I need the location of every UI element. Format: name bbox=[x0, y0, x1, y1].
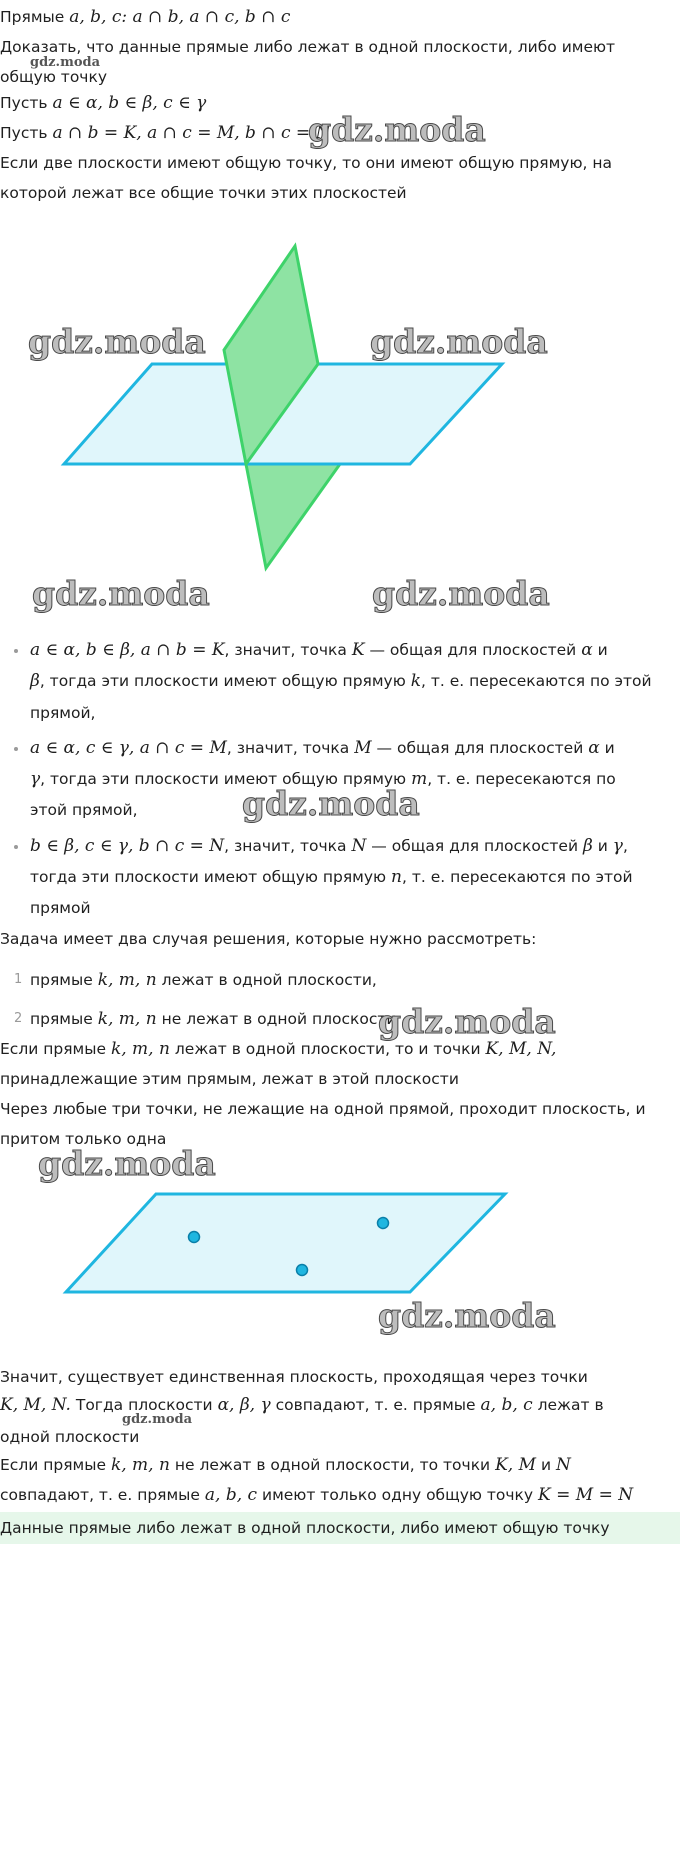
case1-line-2: принадлежащие этим прямым, лежат в этой плоскости bbox=[0, 1070, 459, 1088]
point bbox=[189, 1232, 200, 1243]
intersecting-planes-figure bbox=[0, 230, 680, 590]
case1-line-1: Если прямые k, m, n лежат в одной плоскости, то и точки K, M, N, bbox=[0, 1039, 557, 1059]
watermark: gdz.moda bbox=[122, 1412, 193, 1427]
prove-line-2: общую точку bbox=[0, 68, 107, 86]
watermark: gdz.moda bbox=[378, 1002, 556, 1041]
plane-with-points-figure bbox=[0, 1180, 680, 1310]
bullet-1-line-3: прямой, bbox=[30, 704, 96, 722]
point bbox=[297, 1265, 308, 1276]
cases-intro: Задача имеет два случая решения, которые нужно рассмотреть: bbox=[0, 930, 537, 948]
watermark: gdz.moda bbox=[242, 784, 420, 823]
bullet-dot bbox=[14, 649, 18, 653]
blue-plane bbox=[66, 1194, 505, 1292]
axiom-line-2: которой лежат все общие точки этих плоскостей bbox=[0, 184, 407, 202]
prove-line-1: Доказать, что данные прямые либо лежат в одной плоскости, либо имеют bbox=[0, 38, 616, 56]
watermark: gdz.moda bbox=[38, 1144, 216, 1183]
unique-line-3: одной плоскости bbox=[0, 1428, 140, 1446]
watermark: gdz.moda bbox=[308, 110, 486, 149]
watermark: gdz.moda bbox=[32, 574, 210, 613]
bullet-2-line-2: γ, тогда эти плоскости имеют общую прямую m, т. е. пересекаются по bbox=[30, 769, 616, 789]
watermark: gdz.moda bbox=[370, 322, 548, 361]
case-2: прямые k, m, n не лежат в одной плоскости bbox=[30, 1009, 397, 1029]
bullet-2-line-1: a ∈ α, c ∈ γ, a ∩ c = M, значит, точка M — общая для плоскостей α и bbox=[30, 738, 615, 758]
unique-line-2: K, M, N. Тогда плоскости α, β, γ совпадают, т. е. прямые a, b, c лежат в bbox=[0, 1395, 604, 1415]
case-number: 2 bbox=[14, 1011, 23, 1026]
bullet-1-line-1: a ∈ α, b ∈ β, a ∩ b = K, значит, точка K — общая для плоскостей α и bbox=[30, 640, 608, 660]
watermark: gdz.moda bbox=[30, 55, 101, 70]
bullet-3-line-2: тогда эти плоскости имеют общую прямую n, т. е. пересекаются по этой bbox=[30, 867, 633, 887]
bullet-1-line-2: β, тогда эти плоскости имеют общую прямую k, т. е. пересекаются по этой bbox=[30, 671, 652, 691]
point bbox=[378, 1218, 389, 1229]
case-number: 1 bbox=[14, 972, 23, 987]
green-plane-lower bbox=[246, 464, 340, 568]
bullet-dot bbox=[14, 845, 18, 849]
answer-text: Данные прямые либо лежат в одной плоскости, либо имеют общую точку bbox=[0, 1519, 610, 1537]
case2-line-2: совпадают, т. е. прямые a, b, c имеют только одну общую точку K = M = N bbox=[0, 1485, 634, 1505]
given-line: Прямые a, b, c: a ∩ b, a ∩ c, b ∩ c bbox=[0, 7, 291, 27]
bullet-2-line-3: этой прямой, bbox=[30, 801, 138, 819]
three-points-line-2: притом только одна bbox=[0, 1130, 167, 1148]
axiom-line-1: Если две плоскости имеют общую точку, то они имеют общую прямую, на bbox=[0, 154, 612, 172]
watermark: gdz.moda bbox=[372, 574, 550, 613]
case2-line-1: Если прямые k, m, n не лежат в одной плоскости, то точки K, M и N bbox=[0, 1455, 571, 1475]
let-line-1: Пусть a ∈ α, b ∈ β, c ∈ γ bbox=[0, 93, 207, 113]
let-line-2: Пусть a ∩ b = K, a ∩ c = M, b ∩ c = N bbox=[0, 123, 331, 143]
case-1: прямые k, m, n лежат в одной плоскости, bbox=[30, 970, 377, 990]
watermark: gdz.moda bbox=[28, 322, 206, 361]
bullet-dot bbox=[14, 747, 18, 751]
bullet-3-line-1: b ∈ β, c ∈ γ, b ∩ c = N, значит, точка N — общая для плоскостей β и γ, bbox=[30, 836, 628, 856]
watermark: gdz.moda bbox=[378, 1296, 556, 1335]
three-points-line-1: Через любые три точки, не лежащие на одной прямой, проходит плоскость, и bbox=[0, 1100, 646, 1118]
unique-line-1: Значит, существует единственная плоскость, проходящая через точки bbox=[0, 1368, 588, 1386]
bullet-3-line-3: прямой bbox=[30, 899, 91, 917]
